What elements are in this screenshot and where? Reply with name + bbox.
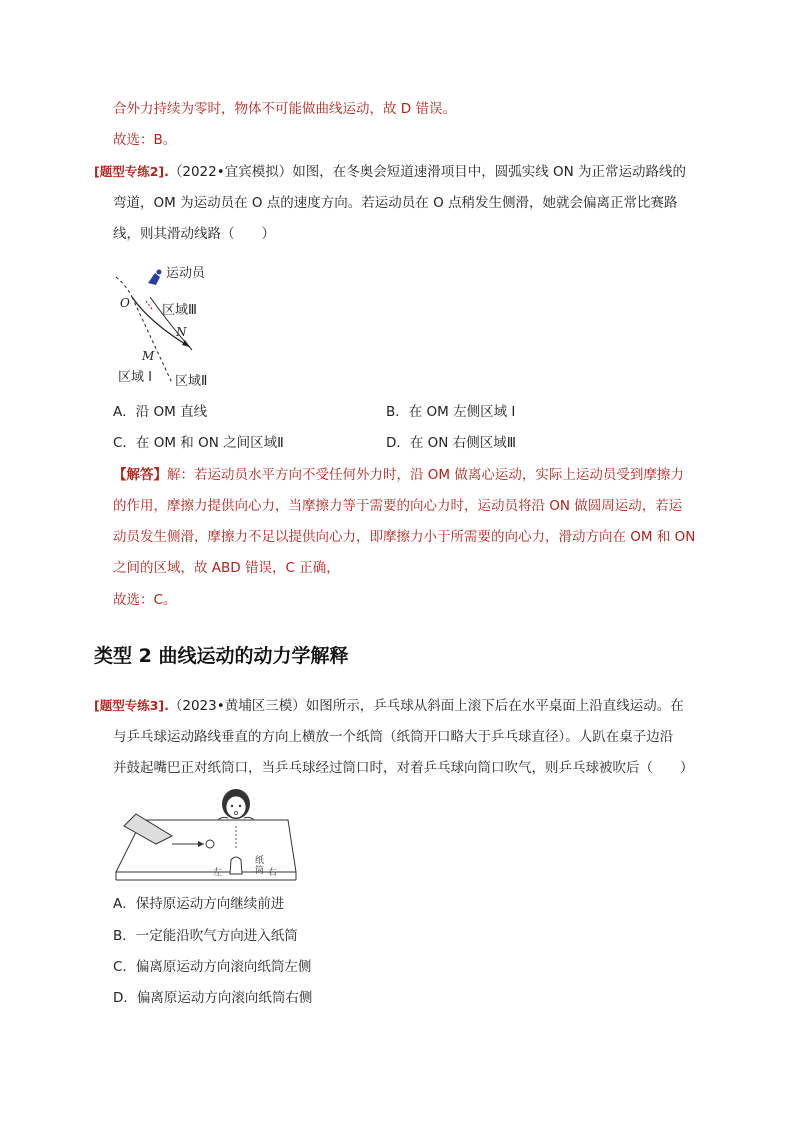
question-2-line1: （2022•宜宾模拟）如图，在冬奥会短道速滑项目中，圆弧实线 ON 为正常运动路线的 [168,164,687,180]
label-tube: 纸筒 [255,856,265,876]
q3-option-a: A．保持原运动方向继续前进 [113,896,285,912]
question-3-line1: （2023•黄埔区三模）如图所示，乒乓球从斜面上滚下后在水平桌面上沿直线运动。在 [168,698,684,714]
section-title: 类型 2 曲线运动的动力学解释 [94,645,349,667]
label-point-n: N [176,325,187,339]
q2-option-d: D．在 ON 右侧区域Ⅲ [386,435,517,451]
question-3-line2: 与乒乓球运动路线垂直的方向上横放一个纸筒（纸筒开口略大于乒乓球直径）。人趴在桌子边沿 [113,729,674,745]
label-left: 左 [213,868,223,878]
label-region-3: 区域Ⅲ [162,303,197,318]
q3-option-b: B．一定能沿吹气方向进入纸筒 [113,928,298,944]
person-eye-left [231,805,233,807]
question-2-tag: [题型专练2]. [94,164,169,179]
skater-head-icon [157,270,162,275]
q2-option-a: A．沿 OM 直线 [113,404,208,420]
label-point-m: M [142,349,155,363]
prev-answer: 故选：B。 [113,132,177,148]
skater-icon [148,273,160,285]
label-point-o: O [120,296,130,310]
question-2-line3: 线，则其滑动线路（ ） [113,226,275,242]
q2-solution-label: 【解答】 [113,467,167,483]
label-region-2: 区域Ⅱ [175,374,208,389]
q3-option-d: D．偏离原运动方向滚向纸筒右侧 [113,990,313,1006]
q2-option-c: C．在 OM 和 ON 之间区域Ⅱ [113,435,284,451]
person-mouth [234,811,237,814]
label-athlete: 运动员 [166,266,206,281]
pingpong-ball [206,840,214,848]
q2-solution-line4: 之间的区域，故 ABD 错误，C 正确， [113,560,340,576]
question-3-header [94,696,684,716]
q2-solution-line3: 动员发生侧滑，摩擦力不足以提供向心力，即摩擦力小于所需要的向心力，滑动方向在 OM 和 ON [113,529,696,545]
q2-option-b: B．在 OM 左侧区域 Ⅰ [386,404,516,420]
question-3-tag: [题型专练3]. [94,698,169,713]
q3-option-c: C．偏离原运动方向滚向纸筒左侧 [113,959,312,975]
question-2-header [94,162,686,182]
q2-answer: 故选：C。 [113,592,177,608]
paper-tube [230,857,242,874]
slide-marker [146,301,152,309]
label-region-1: 区域 Ⅰ [118,370,152,385]
q2-solution-text1: 解：若运动员水平方向不受任何外力时，沿 OM 做离心运动，实际上运动员受到摩擦力 [167,467,684,483]
label-right: 右 [268,868,278,878]
q2-solution-line2: 的作用，摩擦力提供向心力，当摩擦力等于需要的向心力时，运动员将沿 ON 做圆周运动，若运 [113,498,683,514]
question-3-line3: 并鼓起嘴巴正对纸筒口，当乒乓球经过筒口时，对着乒乓球向筒口吹气，则乒乓球被吹后（ ） [113,760,694,776]
question-2-line2: 弯道，OM 为运动员在 O 点的速度方向。若运动员在 O 点稍发生侧滑，她就会偏离正常比赛路 [113,195,678,211]
arc-dashed-segment [116,277,132,297]
q2-solution-line1 [113,465,684,485]
person-eye-right [239,805,241,807]
prev-explanation-line: 合外力持续为零时，物体不可能做曲线运动，故 D 错误。 [113,101,456,117]
